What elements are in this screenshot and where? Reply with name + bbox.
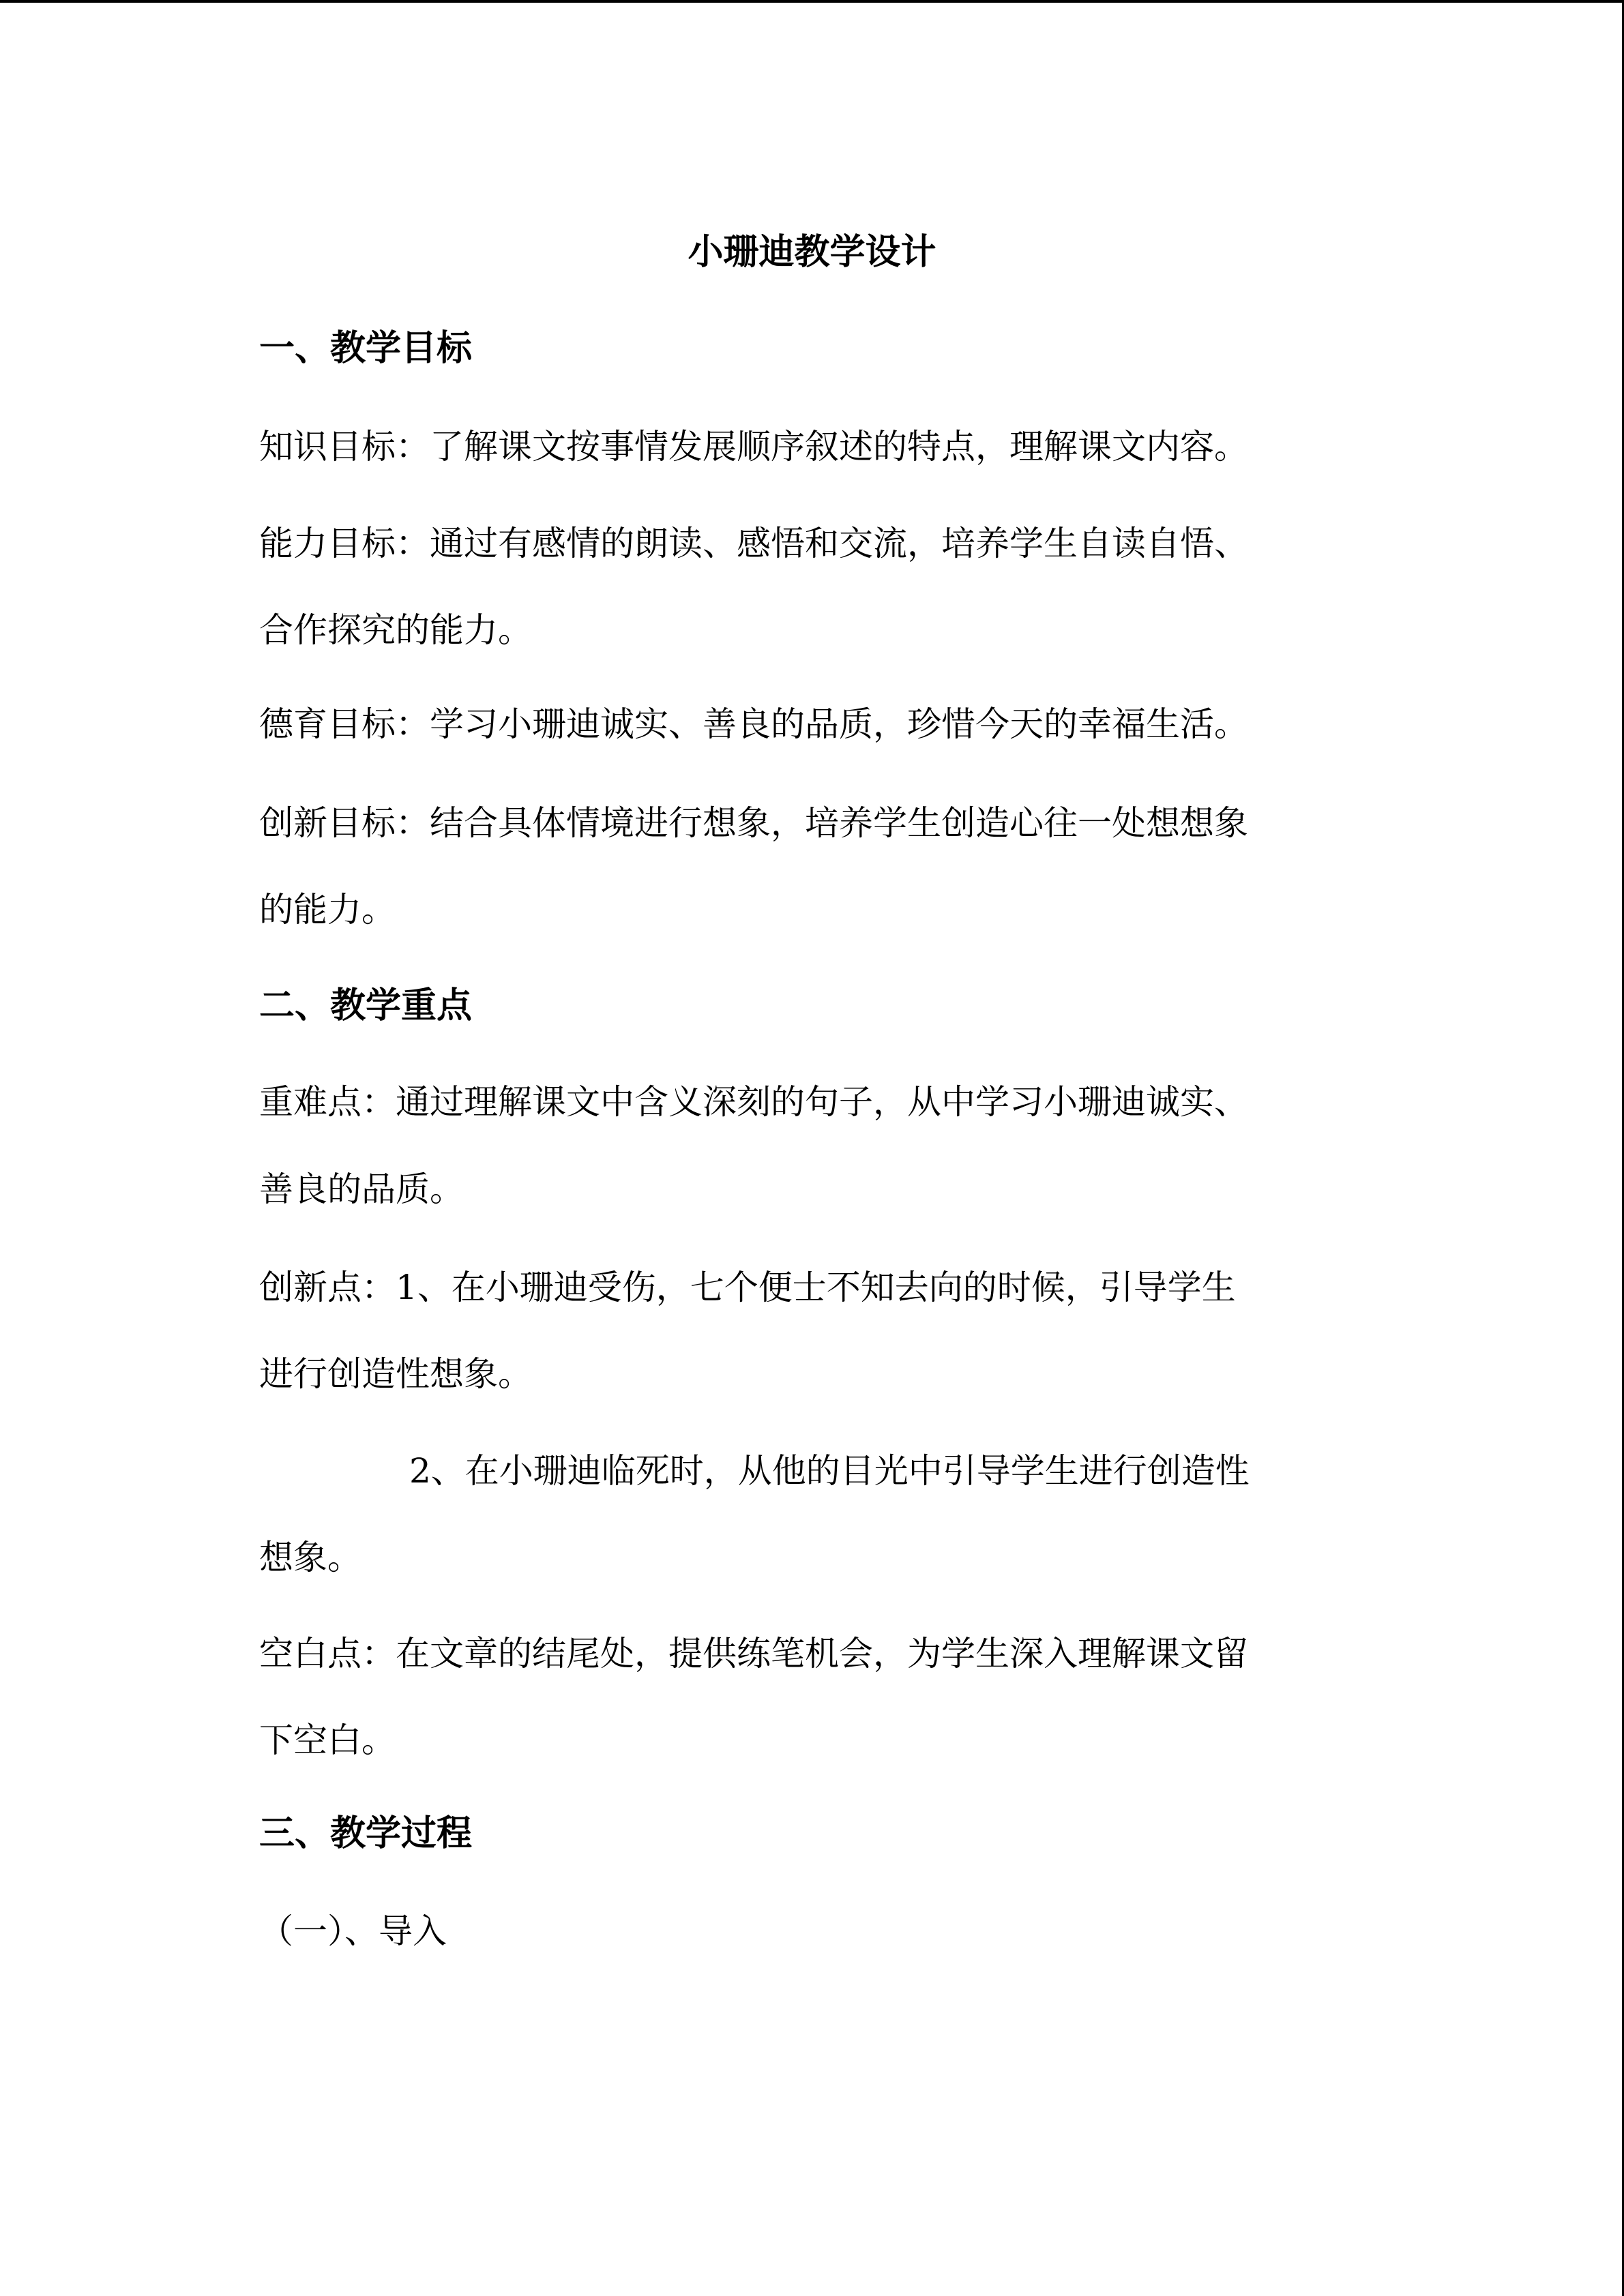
paragraph-line: 重难点：通过理解课文中含义深刻的句子，从中学习小珊迪诚实、 — [259, 1082, 1248, 1122]
paragraph-line: 下空白。 — [259, 1720, 396, 1760]
paragraph-line: 知识目标：了解课文按事情发展顺序叙述的特点，理解课文内容。 — [259, 427, 1248, 466]
paragraph-line: 善良的品质。 — [259, 1169, 464, 1209]
page-top-border — [0, 0, 1624, 3]
paragraph-line: 创新目标：结合具体情境进行想象，培养学生创造心往一处想想象 — [259, 803, 1248, 843]
paragraph-line: （一）、导入 — [259, 1911, 447, 1951]
paragraph-line: 合作探究的能力。 — [259, 610, 532, 650]
paragraph-line: 空白点：在文章的结尾处，提供练笔机会，为学生深入理解课文留 — [259, 1634, 1248, 1673]
paragraph-line: 能力目标：通过有感情的朗读、感悟和交流，培养学生自读自悟、 — [259, 524, 1248, 563]
paragraph-line: 2、在小珊迪临死时，从他的目光中引导学生进行创造性 — [409, 1451, 1250, 1491]
paragraph-line: 德育目标：学习小珊迪诚实、善良的品质，珍惜今天的幸福生活。 — [259, 704, 1248, 744]
section-heading-key-points: 二、教学重点 — [259, 985, 473, 1026]
paragraph-line: 的能力。 — [259, 890, 396, 929]
document-title: 小珊迪教学设计 — [688, 231, 936, 273]
paragraph-line: 想象。 — [259, 1538, 361, 1577]
paragraph-line: 进行创造性想象。 — [259, 1354, 532, 1394]
section-heading-process: 三、教学过程 — [259, 1813, 473, 1854]
paragraph-line: 创新点：1、在小珊迪受伤，七个便士不知去向的时候，引导学生 — [259, 1268, 1236, 1307]
section-heading-objectives: 一、教学目标 — [259, 327, 473, 369]
